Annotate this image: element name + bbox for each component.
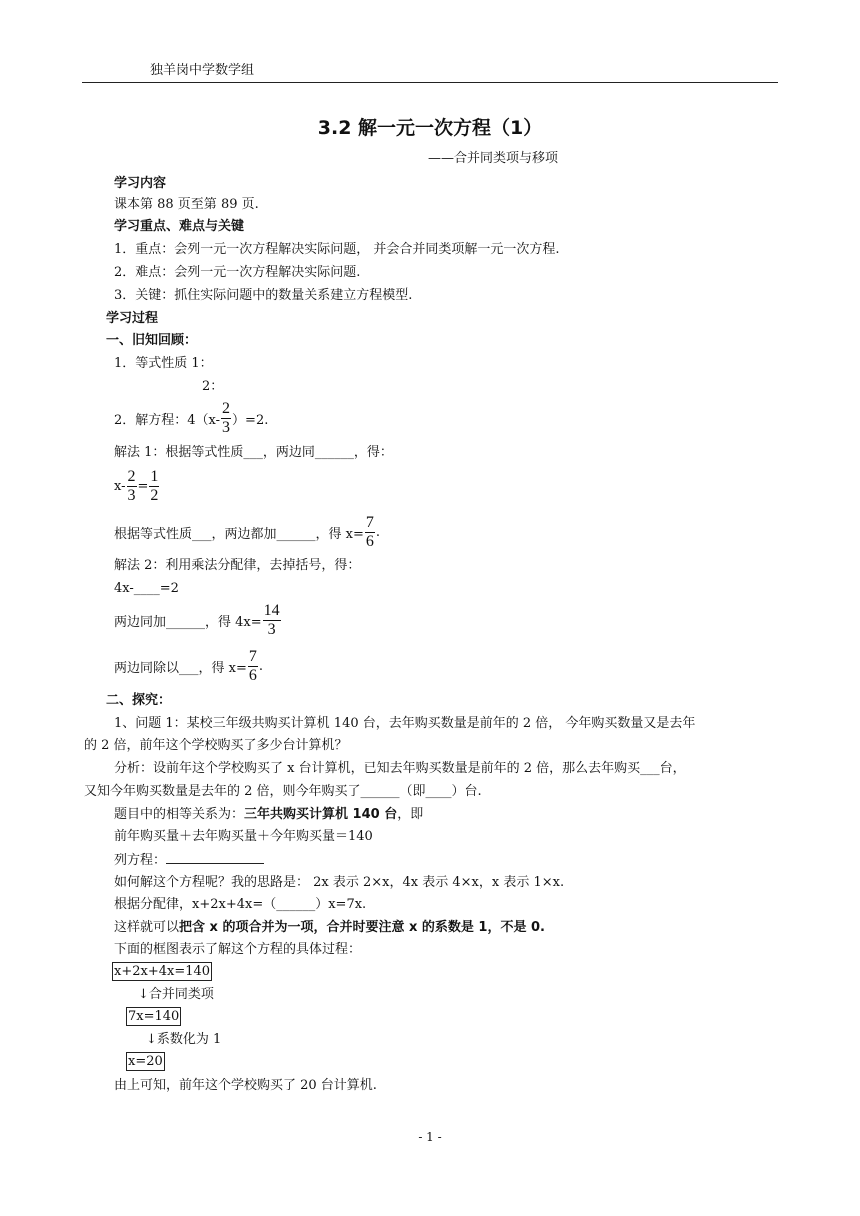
equal-suffix: ，即: [397, 807, 424, 822]
fraction-2-3: [127, 468, 137, 505]
flow-step-2: ↓系数化为 1: [146, 1032, 222, 1047]
solve-suffix: ）=2.: [232, 413, 269, 428]
distributive-law: 根据分配律，x+2x+4x=（______）x=7x.: [114, 897, 367, 912]
answer-blank: [166, 851, 264, 864]
key-item-1: 1．重点：会列一元一次方程解决实际问题， 并会合并同类项解一元一次方程.: [114, 242, 560, 257]
fraction-numerator: 14: [263, 602, 280, 619]
solve-prefix: 2．解方程：4（x-: [114, 413, 221, 428]
method-1-text: 解法 1：根据等式性质___，两边同______，得：: [114, 445, 393, 460]
conclusion: 由上可知，前年这个学校购买了 20 台计算机.: [114, 1078, 377, 1093]
page-number: - 1 -: [418, 1130, 442, 1144]
fraction-denominator: 2: [150, 487, 159, 504]
solve-equation-line: [114, 400, 268, 437]
fraction-denominator: 3: [222, 419, 231, 436]
page-title: 3.2 解一元一次方程（1）: [317, 117, 543, 139]
content-heading: 学习内容: [114, 176, 167, 191]
fraction-numerator: 7: [248, 648, 257, 665]
m1-eq-prefix: x-: [114, 479, 126, 494]
method-1-result: [114, 514, 380, 551]
m2-add-prefix: 两边同加______，得 4x=: [114, 615, 262, 630]
method-2-equation: 4x-____=2: [114, 581, 179, 596]
property-2: 2：: [202, 379, 224, 394]
key-item-3: 3．关键：抓住实际问题中的数量关系建立方程模型.: [114, 288, 413, 303]
problem-1-line-1: 1、问题 1：某校三年级共购买计算机 140 台，去年购买数量是前年的 2 倍， 今年购买数量又是去年: [114, 716, 696, 731]
method-2-divide: [114, 648, 263, 685]
combine-bold: 把含 x 的项合并为一项，合并时要注意 x 的系数是 1，不是 0.: [179, 920, 545, 935]
flow-step-1: ↓合并同类项: [138, 987, 214, 1002]
explore-heading: 二、探究：: [106, 693, 172, 708]
equal-prefix: 题目中的相等关系为：: [114, 807, 245, 822]
fraction-numerator: 7: [365, 514, 374, 531]
m2-div-prefix: 两边同除以___，得 x=: [114, 661, 247, 676]
flow-box-3: x=20: [128, 1054, 163, 1069]
property-1: 1．等式性质 1：: [114, 356, 213, 371]
fraction-7-6: [248, 648, 258, 685]
combine-prefix: 这样就可以: [114, 920, 180, 935]
method-2-add: [114, 602, 282, 639]
content-text: 课本第 88 页至第 89 页.: [114, 197, 259, 212]
fraction-denominator: 6: [365, 533, 374, 550]
how-to-solve: 如何解这个方程呢？我的思路是： 2x 表示 2×x，4x 表示 4×x，x 表示 1×x.: [114, 875, 565, 890]
fraction-numerator: 1: [150, 468, 159, 485]
list-equation-label: 列方程：: [114, 853, 167, 868]
fraction-numerator: 2: [127, 468, 136, 485]
fraction-2-3: [221, 400, 231, 437]
equation-in-words: 前年购买量＋去年购买量＋今年购买量＝140: [114, 829, 373, 844]
fraction-14-3: [263, 602, 281, 639]
flow-box-2: 7x=140: [128, 1009, 180, 1024]
page-subtitle: [0, 150, 860, 168]
header-school: 独羊岗中学数学组: [150, 63, 255, 78]
m2-div-suffix: .: [258, 659, 263, 674]
subtitle-text: ——合并同类项与移项: [427, 151, 558, 166]
process-heading: 学习过程: [106, 311, 159, 326]
combine-rule: [114, 919, 545, 937]
m1-result-suffix: .: [375, 525, 380, 540]
equal-relation: [114, 806, 423, 824]
fraction-denominator: 3: [127, 487, 136, 504]
fraction-denominator: 3: [267, 621, 276, 638]
m1-eq-mid: =: [137, 479, 149, 494]
m1-result-prefix: 根据等式性质___，两边都加______，得 x=: [114, 527, 364, 542]
equal-bold: 三年共购买计算机 140 台: [244, 807, 398, 822]
fraction-denominator: 6: [248, 667, 257, 684]
list-equation: [114, 851, 264, 870]
fraction-numerator: 2: [222, 400, 231, 417]
flow-box-1: x+2x+4x=140: [114, 964, 211, 979]
key-item-2: 2．难点：会列一元一次方程解决实际问题.: [114, 265, 361, 280]
fraction-1-2: [149, 468, 159, 505]
analysis-line-2: 又知今年购买数量是去年的 2 倍，则今年购买了______（即____）台.: [84, 784, 482, 799]
method-1-equation: [114, 468, 160, 505]
analysis-line-1: 分析：设前年这个学校购买了 x 台计算机，已知去年购买数量是前年的 2 倍，那么去年购买___台，: [114, 761, 686, 776]
header-rule: [82, 82, 778, 83]
method-2-text: 解法 2：利用乘法分配律，去掉括号，得：: [114, 558, 361, 573]
review-heading: 一、旧知回顾：: [106, 333, 198, 348]
problem-1-line-2: 的 2 倍，前年这个学校购买了多少台计算机？: [84, 738, 348, 753]
flow-intro: 下面的框图表示了解这个方程的具体过程：: [114, 942, 362, 957]
fraction-7-6: [365, 514, 375, 551]
key-heading: 学习重点、难点与关键: [114, 219, 245, 234]
